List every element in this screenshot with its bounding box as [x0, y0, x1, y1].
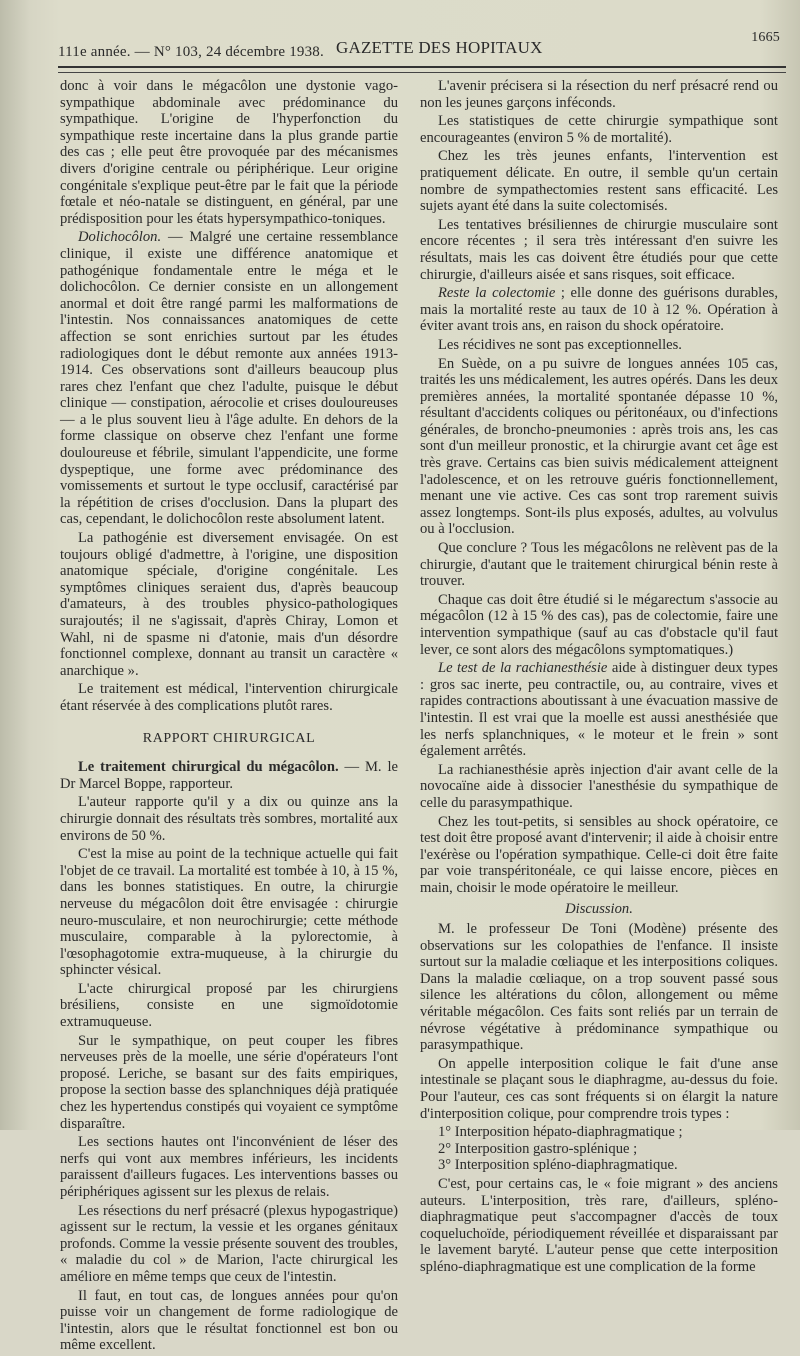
paragraph	[60, 1134, 398, 1200]
paragraph	[60, 1033, 398, 1133]
paragraph-text: Il faut, en tout cas, de longues années pour qu'on puisse voir un changement de forme radiologique de l'intestin, alors que le résultat fonctionnel est bon ou même excellent.	[60, 1287, 398, 1354]
paragraph-lead: Dolichocôlon.	[78, 229, 162, 246]
list-item: 3° Interposition spléno-diaphragmatique.	[438, 1157, 678, 1174]
paragraph	[60, 1203, 398, 1286]
paragraph-text: donc à voir dans le mégacôlon une dystonie vago-sympathique abdominale avec prédominance du sympathique. L'origine de l'hyperfonction du sympathique reste incertaine dans la plus grande partie des cas ; elle peut être provoquée par des mécanismes divers d'origine centrale ou périphérique. Leur origine congénitale s'explique peut-être par le fait que la période fœtale et néo-natale se distinguent, en général, par une prédisposition pour les états hypersympathico-toniques.	[60, 78, 398, 227]
paragraph-text: Les tentatives brésiliennes de chirurgie musculaire sont encore récentes ; il sera très intéressant d'en suivre les résultats, mais les cas doivent être étudiés pour que cette chirurgie, d'ailleurs aisée et sans risques, soit efficace.	[420, 216, 778, 283]
paragraph	[60, 78, 398, 227]
paragraph	[60, 1288, 398, 1354]
paragraph-text: Les sections hautes ont l'inconvénient de léser des nerfs qui vont aux membres inférieurs, les incidents paraissent d'ailleurs fugaces. Les interventions basses ou périphériques agissent sur les plexus de relais.	[60, 1134, 398, 1200]
header-rule-thin	[58, 72, 786, 73]
paragraph-text: Les statistiques de cette chirurgie sympathique sont encourageantes (environ 5 % de mortalité).	[420, 113, 778, 146]
page-number: 1665	[751, 30, 780, 45]
paragraph-text: En Suède, on a pu suivre de longues années 105 cas, traités les uns médicalement, les autres opérés. Dans les deux premières années, la mortalité spontanée dépasse 10 %, résultant d'accidents coliques ou péritonéaux, ou d'infections générales, de broncho-pneumonies : après trois ans, les cas sont d'un meilleur pronostic, et la chirurgie avant cet âge est très grave. Certains cas bien suivis médicalement atteignent l'adolescence, et on les retrouve guéris fonctionnellement, menant une vie active. Ces cas sont trop rarement suivis assez longtemps. Sont-ils plus exposés, adultes, au volvulus ou à l'occlusion.	[420, 355, 778, 538]
paragraph-text: Sur le sympathique, on peut couper les fibres nerveuses près de la moelle, une série d'opérateurs l'ont proposé. Leriche, se basant sur des faits empiriques, propose la section basse des splanchniques déjà pratiquée chez les hypertendus constipés qui voyaient ce symptôme disparaître.	[60, 1032, 398, 1132]
paragraph-bold-lead: Le traitement chirurgical du mégacôlon.	[78, 759, 339, 776]
issue-info: 111e année. — N° 103, 24 décembre 1938.	[58, 44, 324, 60]
paragraph	[420, 217, 778, 283]
paragraph	[60, 846, 398, 979]
numbered-list	[420, 1124, 778, 1174]
paragraph	[420, 113, 778, 146]
paragraph	[420, 1176, 778, 1276]
paragraph-text: La pathogénie est diversement envisagée. On est toujours obligé d'admettre, à l'origine, une disposition anatomique spéciale, d'origine congénitale. Les symptômes cliniques seraient dus, d'après beaucoup d'amateurs, à des troubles physico-pathologiques surajoutés; il ne s'agissait, d'après Chiray, Lomon et Wahl, ni de spasme ni d'atonie, mais d'un désordre fonctionnel complexe, donnant au transit un caractère « anarchique ».	[60, 530, 398, 679]
right-column	[420, 78, 778, 1278]
paragraph-text: L'avenir précisera si la résection du nerf présacré rend ou non les jeunes garçons inféconds.	[420, 78, 778, 111]
paragraph-text: Que conclure ? Tous les mégacôlons ne relèvent pas de la chirurgie, d'autant que le traitement chirurgical bénin reste à trouver.	[420, 540, 778, 590]
page-header	[58, 30, 788, 70]
paragraph-text: C'est, pour certains cas, le « foie migrant » des anciens auteurs. L'interposition, très rare, d'ailleurs, spléno-diaphragmatique peut s'accompagner d'accès de toux coqueluchoïde, périodiquement réveillée et disparaissant par le lavement baryté. L'auteur pense que cette interposition spléno-diaphragmatique est une complication de la forme	[420, 1176, 778, 1275]
paragraph-text: L'auteur rapporte qu'il y a dix ou quinze ans la chirurgie donnait des résultats très sombres, mortalité aux environs de 50 %.	[60, 794, 398, 844]
paragraph-text: L'acte chirurgical proposé par les chirurgiens brésiliens, consiste en une sigmoïdotomie extramuqueuse.	[60, 980, 398, 1031]
paragraph	[420, 921, 778, 1054]
paragraph	[420, 356, 778, 539]
paragraph-lead: Reste la colectomie	[438, 285, 556, 302]
paragraph	[420, 592, 778, 658]
paragraph-text: ; elle donne des guérisons durables, mais la mortalité reste au taux de 10 à 12 %. Opération à éviter avant trois ans, en raison du shock opératoire.	[420, 285, 778, 335]
paragraph	[60, 229, 398, 528]
paragraph-text: Chaque cas doit être étudié si le mégarectum s'associe au mégacôlon (12 à 15 % des cas), pas de colectomie, faire une intervention sympathique (sauf au cas d'obstacle qu'il faut lever, ce sont alors des mégacôlons symptomatiques.)	[420, 591, 778, 658]
paragraph-text: Les résections du nerf présacré (plexus hypogastrique) agissent sur le rectum, la vessie et les organes génitaux profonds. Comme la vessie présente souvent des troubles, « maladie du col » de Marion, l'acte chirurgical les améliore en même temps que ceux de l'intestin.	[60, 1202, 398, 1285]
left-column	[60, 78, 398, 1356]
paragraph	[420, 814, 778, 897]
paragraph	[420, 1056, 778, 1122]
paragraph-text: aide à distinguer deux types : gros sac inerte, peu contractile, ou, au contraire, vives et rapides contractions aboutissant à une évacuation massive de l'intestin. Il est vrai que la moelle est aussi anesthésiée que les nerfs splanchniques, « le moteur et le frein » sont également arrêtés.	[420, 660, 778, 760]
paragraph-text: La rachianesthésie après injection d'air avant celle de la novocaïne aide à dissocier l'anesthésie du sympathique de celle du parasympathique.	[420, 761, 778, 811]
paragraph-text: — M. le Dr Marcel Boppe, rapporteur.	[60, 759, 398, 792]
paragraph	[420, 337, 778, 354]
paragraph	[420, 762, 778, 812]
paragraph-text: On appelle interposition colique le fait d'une anse intestinale se plaçant sous le diaphragme, au-dessus du foie. Pour l'auteur, ces cas sont fréquents si on élargit la nature d'interposition colique, pour comprendre trois types :	[420, 1055, 778, 1122]
paragraph	[420, 660, 778, 760]
list-item: 2° Interposition gastro-splénique ;	[438, 1140, 638, 1157]
list-item: 1° Interposition hépato-diaphragmatique ;	[438, 1124, 683, 1141]
paragraph	[420, 148, 778, 214]
section-heading: RAPPORT CHIRURGICAL	[142, 730, 316, 746]
paragraph	[420, 540, 778, 590]
paragraph	[60, 530, 398, 679]
paragraph-text: M. le professeur De Toni (Modène) présente des observations sur les colopathies de l'enfance. Il insiste surtout sur la maladie cœliaque et les interpositions coliques. Dans la maladie cœliaque, on a trop souvent passé sous silence les altérations du côlon, allongement ou même véritable mégacôlon. Ces faits sont reliés par un terrain de névrose végétative à prédominance sympathique ou parasympathique.	[420, 921, 778, 1054]
paragraph	[60, 681, 398, 714]
paragraph	[420, 285, 778, 335]
paragraph-lead: Le test de la rachianesthésie	[438, 660, 608, 677]
paragraph	[60, 981, 398, 1031]
journal-title: GAZETTE DES HOPITAUX	[336, 38, 543, 57]
section-heading: Discussion.	[565, 900, 633, 917]
paragraph	[60, 794, 398, 844]
paragraph	[60, 759, 398, 792]
paragraph-text: Chez les tout-petits, si sensibles au shock opératoire, ce test doit être proposé avant d'intervenir; il aide à choisir entre l'exérèse ou l'opération sympathique. Celle-ci doit être faite par voie transpéritonéale, ce qui laisse encore, pièces en main, choisir le mode opératoire le meilleur.	[420, 813, 778, 896]
header-rule	[58, 66, 786, 68]
paragraph-text: Chez les très jeunes enfants, l'intervention est pratiquement délicate. En outre, il semble qu'un certain nombre de sympathectomies restent sans efficacité. Les sujets ayant été dans la suite colectomisés.	[420, 148, 778, 215]
paragraph-text: Le traitement est médical, l'intervention chirurgicale étant réservée à des complications plutôt rares.	[60, 681, 398, 714]
paragraph-text: C'est la mise au point de la technique actuelle qui fait l'objet de ce travail. La mortalité est tombée à 10, à 15 %, dans les bonnes statistiques. En outre, la chirurgie nerveuse du mégacôlon doit être envisagée : chirurgie neuro-musculaire, et non neurochirurgie; cette méthode musculaire, comparable à la pylorectomie, à l'œsophagotomie extra-muqueuse, à la chirurgie du sphincter vésical.	[60, 846, 398, 979]
paragraph	[420, 78, 778, 111]
paragraph-text: Les récidives ne sont pas exceptionnelles.	[438, 336, 682, 353]
paragraph-text: — Malgré une certaine ressemblance clinique, il existe une différence anatomique et pathogénique fondamentale entre le méga et le dolichocôlon. Ce dernier consiste en un allongement anormal et doit être rangé parmi les malformations de l'intestin. Nos connaissances anatomiques de cette affection se sont enrichies surtout par les études radiologiques dont le début remonte aux années 1913-1914. Ces observations sont d'ailleurs beaucoup plus rares chez l'enfant que chez l'adulte, puisque le début clinique — constipation, aérocolie et crises douloureuses — a le plus souvent lieu à l'âge adulte. En dehors de la forme classique on observe chez l'enfant une forme douloureuse et fébrile, simulant l'appendicite, une forme dyspeptique, une forme avec prédominance des vomissements et surtout le type occlusif, caractérisé par la répétition de crises d'occlusion. Dans la plupart des cas, cependant, le dolichocôlon reste absolument latent.	[60, 229, 398, 528]
